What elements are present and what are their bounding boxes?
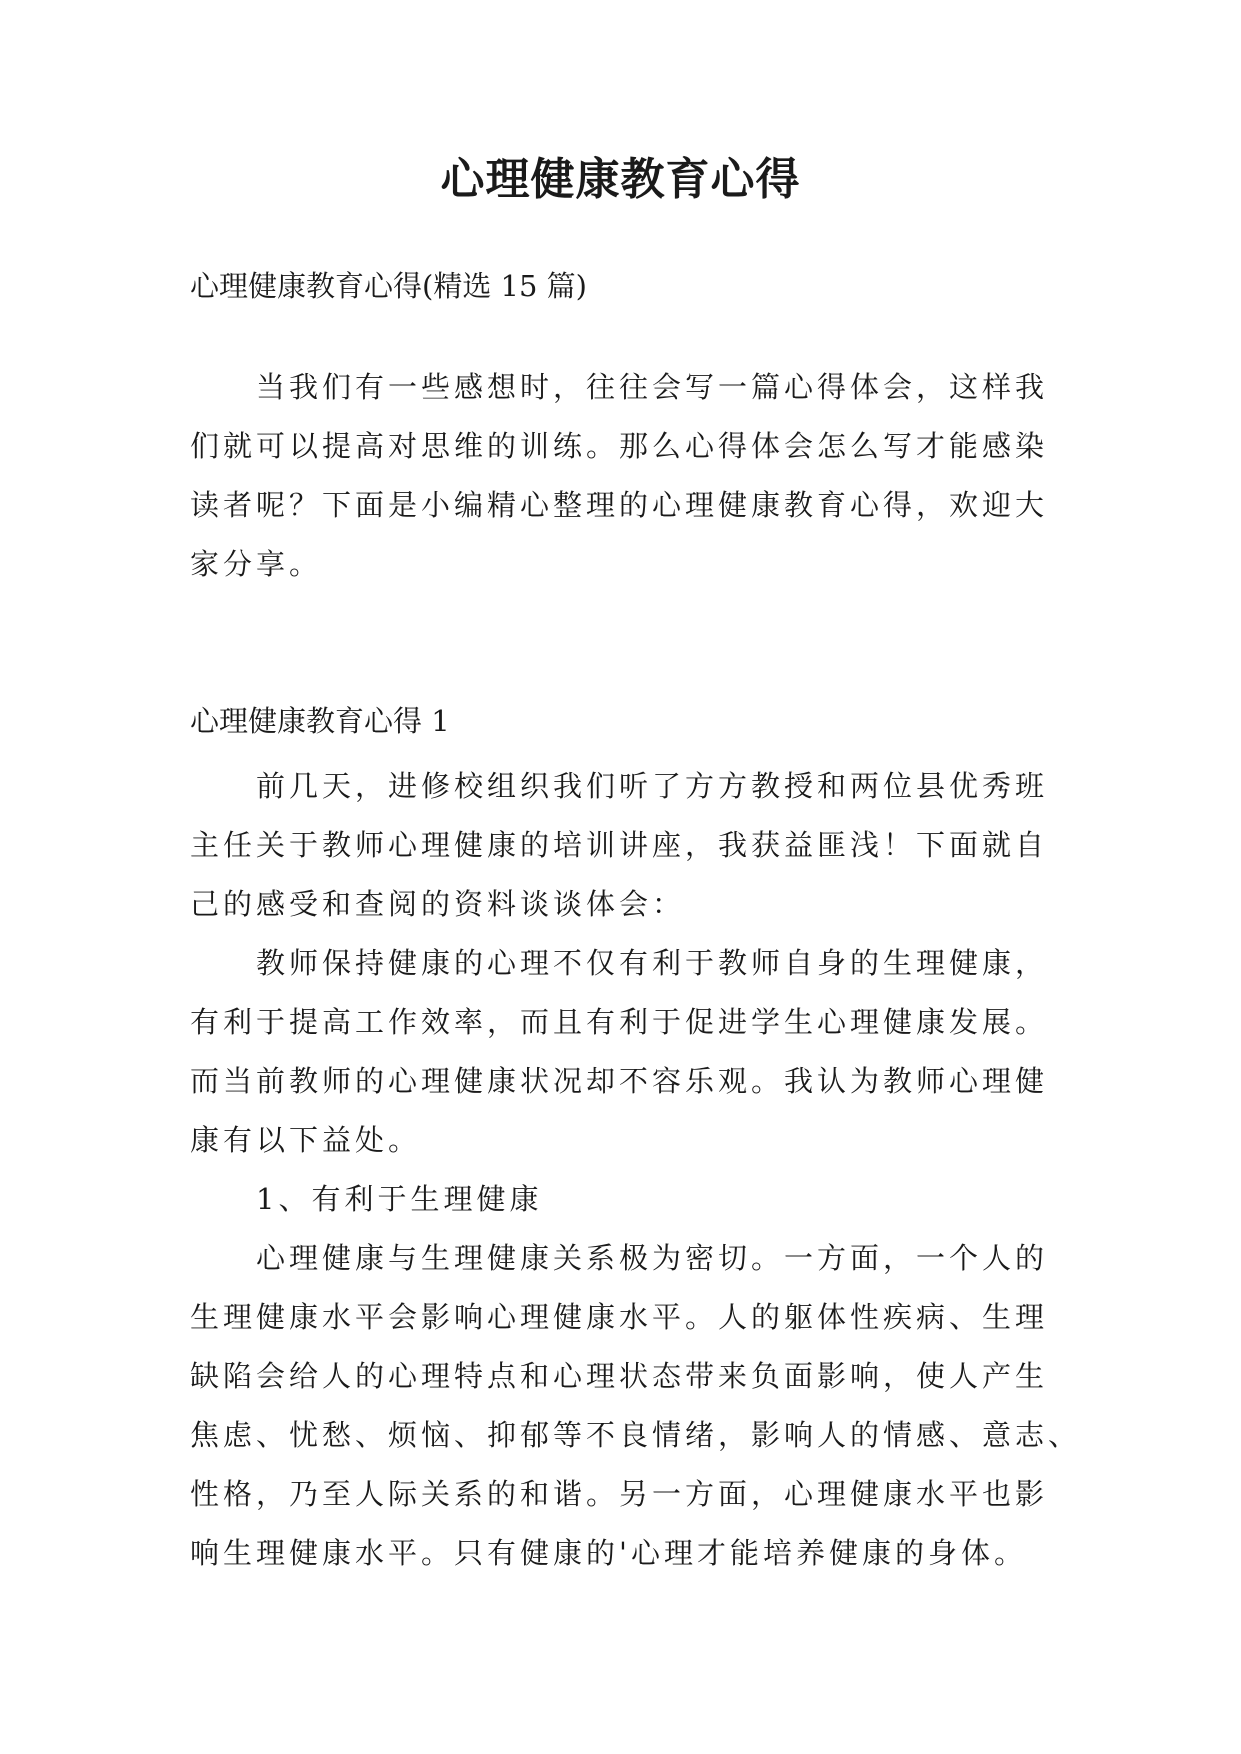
paragraph-line: 生理健康水平会影响心理健康水平。人的躯体性疾病、生理 — [190, 1300, 1049, 1334]
section-body — [190, 757, 1082, 1583]
paragraph-line: 家分享。 — [190, 547, 323, 581]
paragraph-line: 当我们有一些感想时，往往会写一篇心得体会，这样我 — [256, 370, 1049, 404]
section-heading: 心理健康教育心得 1 — [190, 704, 450, 738]
document-subtitle: 心理健康教育心得(精选 15 篇) — [190, 269, 587, 303]
document-title: 心理健康教育心得 — [440, 154, 801, 205]
paragraph-line: 性格，乃至人际关系的和谐。另一方面，心理健康水平也影 — [190, 1477, 1049, 1511]
list-point: 1、有利于生理健康 — [256, 1182, 543, 1216]
paragraph-line: 心理健康与生理健康关系极为密切。一方面，一个人的 — [256, 1241, 1049, 1275]
paragraph-line: 主任关于教师心理健康的培训讲座，我获益匪浅！下面就自 — [190, 828, 1049, 862]
paragraph-line: 们就可以提高对思维的训练。那么心得体会怎么写才能感染 — [190, 429, 1049, 463]
paragraph-line: 教师保持健康的心理不仅有利于教师自身的生理健康， — [256, 946, 1049, 980]
paragraph-line: 缺陷会给人的心理特点和心理状态带来负面影响，使人产生 — [190, 1359, 1049, 1393]
paragraph-line: 己的感受和查阅的资料谈谈体会： — [190, 887, 686, 921]
intro-paragraph — [190, 358, 1060, 594]
paragraph-line: 读者呢？下面是小编精心整理的心理健康教育心得，欢迎大 — [190, 488, 1049, 522]
paragraph-line: 而当前教师的心理健康状况却不容乐观。我认为教师心理健 — [190, 1064, 1049, 1098]
paragraph-line: 焦虑、忧愁、烦恼、抑郁等不良情绪，影响人的情感、意志、 — [190, 1418, 1082, 1452]
paragraph-line: 有利于提高工作效率，而且有利于促进学生心理健康发展。 — [190, 1005, 1049, 1039]
paragraph-line: 响生理健康水平。只有健康的'心理才能培养健康的身体。 — [190, 1536, 1027, 1570]
paragraph-line: 康有以下益处。 — [190, 1123, 422, 1157]
paragraph-line: 前几天，进修校组织我们听了方方教授和两位县优秀班 — [256, 769, 1049, 803]
